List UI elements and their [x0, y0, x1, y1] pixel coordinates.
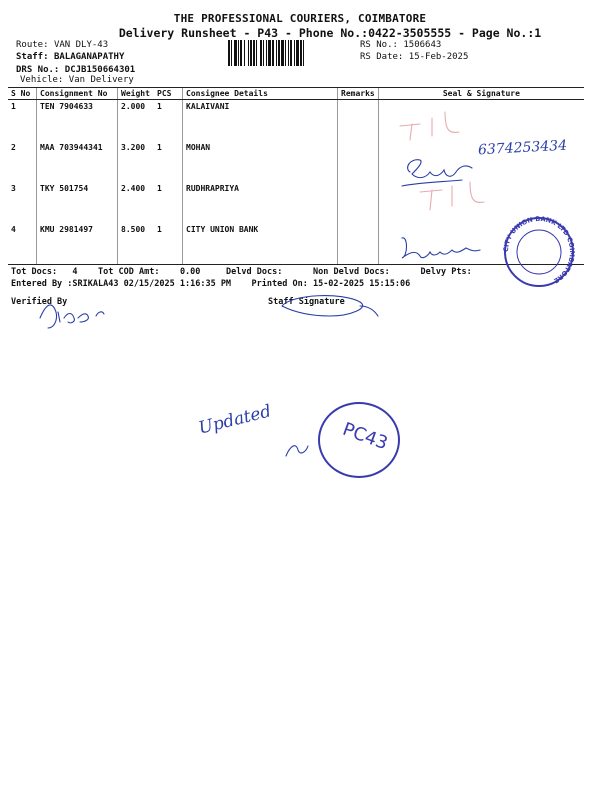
vehicle-line: Vehicle: Van Delivery [20, 75, 134, 85]
row-consignee: MOHAN [183, 141, 338, 182]
phone-note: 6374253434 [477, 137, 568, 159]
signature-row2 [408, 160, 472, 178]
tiu-mark-1 [400, 112, 459, 140]
row-weight: 8.500 [118, 223, 155, 265]
col-sno: S No [8, 88, 37, 100]
row-sno: 1 [11, 102, 16, 111]
tiu-mark-2 [420, 182, 484, 210]
row-sno: 3 [11, 184, 16, 193]
row-weight: 2.400 [118, 182, 155, 223]
row-consignee: RUDHRAPRIYA [183, 182, 338, 223]
row-sno: 2 [11, 143, 16, 152]
verified-by-label: Verified By [11, 297, 68, 307]
col-consignment: Consignment No [37, 88, 118, 100]
row-pcs: 1 [157, 184, 162, 193]
signature-row4 [402, 238, 480, 258]
drs-line: DRS No.: DCJB150664301 [16, 65, 136, 75]
row-pcs: 1 [154, 223, 183, 265]
row-consignment: KMU 2981497 [37, 223, 118, 265]
col-consignee: Consignee Details [183, 88, 338, 100]
entered-by-line: Entered By :SRIKALA43 02/15/2025 1:16:35 PM Printed On: 15-02-2025 15:15:06 [11, 279, 411, 289]
route-line: Route: VAN DLY-43 [16, 40, 109, 50]
rs-no-line: RS No.: 1506643 [360, 40, 442, 50]
row-weight: 3.200 [118, 141, 155, 182]
row-pcs: 1 [157, 143, 162, 152]
row-consignee: KALAIVANI [183, 100, 338, 142]
row-pcs: 1 [157, 102, 162, 111]
by-note [286, 446, 308, 456]
runsheet-subtitle: Delivery Runsheet - P43 - Phone No.:0422-3505555 - Page No.:1 [118, 26, 542, 40]
col-pcs: PCS [154, 88, 183, 100]
verified-by-scribble [40, 305, 104, 328]
col-remarks: Remarks [338, 88, 379, 100]
row-consignee: CITY UNION BANK [183, 223, 338, 265]
staff-signature-scribble [282, 296, 378, 316]
col-weight: Weight [118, 88, 155, 100]
signature-underline [402, 180, 462, 186]
staff-line: Staff: BALAGANAPATHY [16, 52, 125, 62]
row-sno: 4 [8, 223, 37, 265]
row-consignment: TKY 501754 [37, 182, 118, 223]
bank-seal-text: CITY UNION BANK LTD COIMBATORE [501, 216, 577, 285]
rs-date-line: RS Date: 15-Feb-2025 [360, 52, 469, 62]
pc43-stamp [318, 402, 400, 478]
col-seal: Seal & Signature [378, 88, 584, 100]
staff-signature-label: Staff Signature [268, 297, 345, 307]
totals-line: Tot Docs: 4 Tot COD Amt: 0.00 Delvd Docs: Non Delvd Docs: Delvy Pts: [11, 267, 472, 277]
company-title: THE PROFESSIONAL COURIERS, COIMBATORE [173, 12, 427, 25]
row-weight: 2.000 [118, 100, 155, 142]
updated-note: Updated [196, 401, 274, 439]
row-consignment: MAA 703944341 [37, 141, 118, 182]
stamp-text: PC43 [339, 418, 391, 455]
bank-seal [496, 216, 582, 288]
row-consignment: TEN 7904633 [37, 100, 118, 142]
